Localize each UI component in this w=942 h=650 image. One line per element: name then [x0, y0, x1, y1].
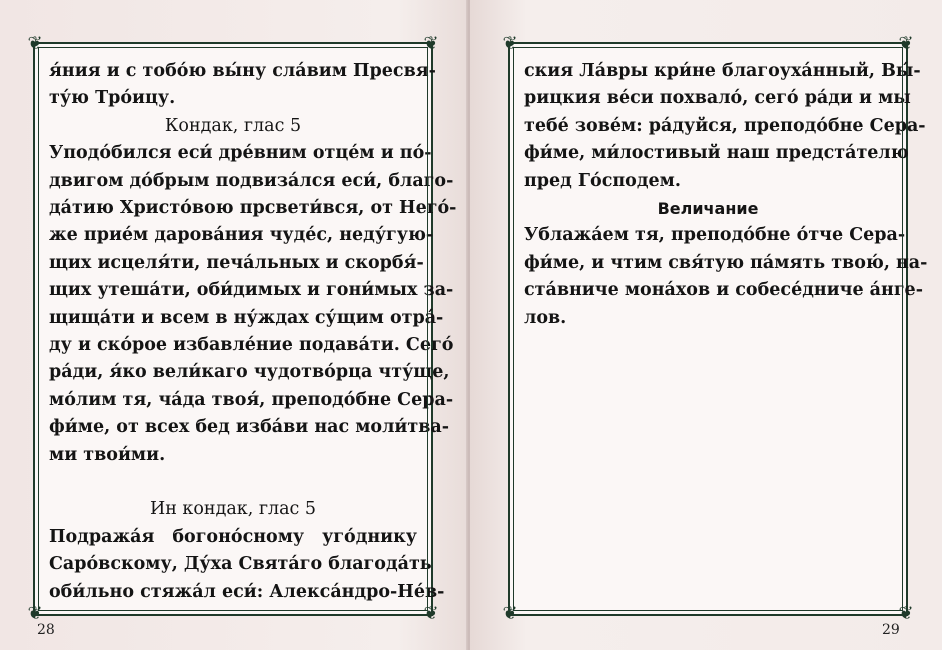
text-line: двигом до́брым подвиза́лся еси́, благо-: [49, 170, 454, 191]
text-line: щих исцеля́ти, печа́льных и скорбя́-: [49, 252, 424, 273]
text-line: Саро́вскому, Ду́ха Свята́го благода́ть: [49, 554, 432, 575]
velichanie-heading: Величание: [657, 199, 759, 219]
corner-ornament-icon: ❦: [502, 33, 518, 54]
text-line: щища́ти и всем в ну́ждах су́щим отра́-: [49, 307, 444, 328]
corner-ornament-icon: ❦: [898, 33, 914, 54]
text-line: рицкия ве́си похвало́, сего́ ра́ди и мы: [524, 88, 911, 109]
right-page-frame: [502, 33, 928, 624]
corner-ornament-icon: ❦: [27, 603, 43, 624]
paragraph-spacer: [49, 469, 417, 496]
text-line: Подража́я богоно́сному уго́днику: [49, 526, 417, 547]
text-line: тебе́ зове́м: ра́дуйся, преподо́бне Сера-: [524, 115, 926, 136]
left-page-text: [49, 58, 457, 606]
text-line: ста́вниче мона́хов и собесе́дниче а́нге-: [524, 280, 923, 301]
text-line: лов.: [524, 307, 567, 328]
text-line: да́тию Христо́вою прсвети́вся, от Него́-: [49, 198, 457, 219]
corner-ornament-icon: ❦: [423, 33, 439, 54]
text-line: фи́ме, от всех бед изба́ви нас моли́тва-: [49, 417, 450, 438]
corner-ornament-icon: ❦: [898, 603, 914, 624]
text-line: ду и ско́рое избавле́ние подава́ти. Сего́: [49, 335, 454, 356]
kondak-heading: Кондак, глас 5: [164, 115, 302, 136]
corner-ornament-icon: ❦: [27, 33, 43, 54]
page-number: 29: [882, 622, 900, 638]
in-kondak-heading: Ин кондак, глас 5: [149, 499, 317, 520]
left-page-frame: [27, 33, 457, 624]
text-line: же прие́м дарова́ния чуде́с, неду́гую-: [49, 225, 434, 246]
text-line: ския Ла́вры кри́не благоуха́нный, Вы́-: [524, 61, 921, 81]
text-line: я́ния и с тобо́ю вы́ну сла́вим Пресвя-: [49, 61, 436, 81]
text-line: ми твои́ми.: [49, 444, 166, 465]
text-line: мо́лим тя, ча́да твоя́, преподо́бне Сера-: [49, 389, 454, 410]
text-line: фи́ме, ми́лостивый наш предста́телю: [524, 143, 909, 164]
text-line: Уподо́бился еси́ дре́вним отце́м и по́-: [49, 143, 432, 164]
corner-ornament-icon: ❦: [423, 603, 439, 624]
text-line: оби́льно стяжа́л еси́: Алекса́ндро-Не́в-: [49, 581, 445, 602]
text-line: ту́ю Тро́ицу.: [49, 88, 176, 109]
text-line: Ублажа́ем тя, преподо́бне о́тче Сера-: [524, 225, 906, 246]
text-line: щих утеша́ти, оби́димых и гони́мых за-: [49, 280, 454, 301]
page-number: 28: [37, 622, 55, 638]
text-line: фи́ме, и чтим свя́тую па́мять твою́, на-: [524, 252, 928, 273]
text-line: пред Го́сподем.: [524, 170, 681, 191]
right-page-text: [524, 58, 928, 332]
left-page: [0, 0, 468, 650]
corner-ornament-icon: ❦: [502, 603, 518, 624]
text-line: ра́ди, я́ко вели́каго чудотво́рца чту́ще,: [49, 362, 450, 383]
